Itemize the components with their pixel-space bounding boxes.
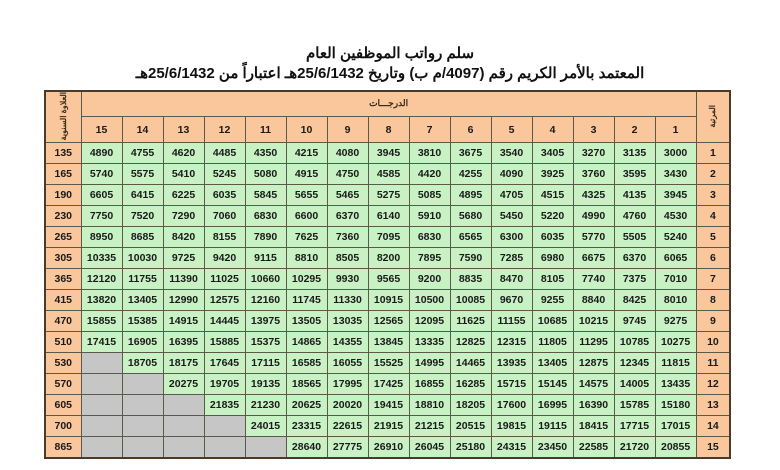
salary-cell: 10295: [286, 269, 327, 290]
salary-cell: 6565: [450, 227, 491, 248]
salary-cell: 6065: [655, 248, 696, 269]
salary-cell: 11330: [327, 290, 368, 311]
salary-cell: 14915: [163, 311, 204, 332]
salary-cell: 5465: [327, 185, 368, 206]
annual-increment-cell: 510: [45, 332, 81, 353]
salary-cell: 23450: [532, 437, 573, 459]
empty-salary-cell: [163, 395, 204, 416]
salary-cell: 3595: [614, 164, 655, 185]
grade-column-header: 13: [163, 116, 204, 143]
salary-cell: 5910: [409, 206, 450, 227]
rank-cell: 12: [696, 374, 730, 395]
salary-cell: 16905: [122, 332, 163, 353]
salary-cell: 3270: [573, 143, 614, 164]
salary-cell: 8470: [491, 269, 532, 290]
salary-cell: 7625: [286, 227, 327, 248]
salary-cell: 13335: [409, 332, 450, 353]
salary-cell: 4350: [245, 143, 286, 164]
annual-increment-cell: 530: [45, 353, 81, 374]
salary-cell: 5680: [450, 206, 491, 227]
salary-cell: 26910: [368, 437, 409, 459]
increment-header-label: العلاوة السنوية: [58, 92, 68, 141]
salary-cell: 16855: [409, 374, 450, 395]
grade-column-header: 12: [204, 116, 245, 143]
annual-increment-cell: 415: [45, 290, 81, 311]
salary-cell: 4760: [614, 206, 655, 227]
table-row: [45, 206, 730, 227]
salary-cell: 15785: [614, 395, 655, 416]
salary-cell: 15385: [122, 311, 163, 332]
salary-cell: 9200: [409, 269, 450, 290]
salary-cell: 20625: [286, 395, 327, 416]
salary-cell: 8155: [204, 227, 245, 248]
salary-cell: 6605: [81, 185, 122, 206]
salary-cell: 13505: [286, 311, 327, 332]
rank-cell: 2: [696, 164, 730, 185]
salary-cell: 4585: [368, 164, 409, 185]
rank-cell: 5: [696, 227, 730, 248]
salary-cell: 3405: [532, 143, 573, 164]
empty-salary-cell: [245, 437, 286, 459]
salary-cell: 16390: [573, 395, 614, 416]
salary-cell: 4485: [204, 143, 245, 164]
salary-cell: 14005: [614, 374, 655, 395]
salary-cell: 8835: [450, 269, 491, 290]
salary-cell: 6140: [368, 206, 409, 227]
empty-salary-cell: [122, 374, 163, 395]
salary-cell: 12565: [368, 311, 409, 332]
salary-cell: 7360: [327, 227, 368, 248]
salary-cell: 11025: [204, 269, 245, 290]
salary-cell: 12875: [573, 353, 614, 374]
salary-cell: 4530: [655, 206, 696, 227]
salary-cell: 17645: [204, 353, 245, 374]
grade-column-header: 6: [450, 116, 491, 143]
rank-cell: 14: [696, 416, 730, 437]
empty-salary-cell: [163, 416, 204, 437]
salary-cell: 21215: [409, 416, 450, 437]
table-row: [45, 311, 730, 332]
salary-cell: 4750: [327, 164, 368, 185]
salary-cell: 5245: [204, 164, 245, 185]
salary-cell: 17415: [81, 332, 122, 353]
salary-cell: 14465: [450, 353, 491, 374]
salary-cell: 8950: [81, 227, 122, 248]
empty-salary-cell: [122, 395, 163, 416]
salary-cell: 15885: [204, 332, 245, 353]
salary-cell: 9930: [327, 269, 368, 290]
salary-cell: 7290: [163, 206, 204, 227]
annual-increment-cell: 570: [45, 374, 81, 395]
annual-increment-cell: 135: [45, 143, 81, 164]
rank-cell: 15: [696, 437, 730, 459]
salary-cell: 12575: [204, 290, 245, 311]
salary-cell: 3000: [655, 143, 696, 164]
salary-cell: 25180: [450, 437, 491, 459]
salary-cell: 17995: [327, 374, 368, 395]
salary-cell: 9275: [655, 311, 696, 332]
salary-table: [44, 90, 731, 459]
grade-column-header: 4: [532, 116, 573, 143]
salary-cell: 7375: [614, 269, 655, 290]
salary-cell: 13820: [81, 290, 122, 311]
salary-cell: 19815: [491, 416, 532, 437]
salary-cell: 13935: [491, 353, 532, 374]
salary-cell: 18205: [450, 395, 491, 416]
rank-cell: 11: [696, 353, 730, 374]
salary-cell: 9420: [204, 248, 245, 269]
salary-cell: 5450: [491, 206, 532, 227]
salary-cell: 19135: [245, 374, 286, 395]
salary-cell: 10785: [614, 332, 655, 353]
salary-cell: 8010: [655, 290, 696, 311]
salary-cell: 4325: [573, 185, 614, 206]
salary-cell: 6225: [163, 185, 204, 206]
salary-cell: 10915: [368, 290, 409, 311]
salary-cell: 16285: [450, 374, 491, 395]
rank-cell: 4: [696, 206, 730, 227]
rank-cell: 8: [696, 290, 730, 311]
rank-header-label: المرتبة: [708, 104, 718, 128]
salary-cell: 7740: [573, 269, 614, 290]
salary-cell: 3135: [614, 143, 655, 164]
salary-cell: 19415: [368, 395, 409, 416]
salary-table-body: [45, 143, 730, 459]
salary-cell: 11155: [491, 311, 532, 332]
salary-cell: 10275: [655, 332, 696, 353]
salary-cell: 6300: [491, 227, 532, 248]
salary-cell: 7285: [491, 248, 532, 269]
salary-cell: 3945: [655, 185, 696, 206]
salary-cell: 5080: [245, 164, 286, 185]
salary-cell: 9115: [245, 248, 286, 269]
rank-cell: 6: [696, 248, 730, 269]
salary-cell: 4255: [450, 164, 491, 185]
empty-salary-cell: [81, 395, 122, 416]
salary-cell: 13435: [655, 374, 696, 395]
salary-cell: 6600: [286, 206, 327, 227]
salary-cell: 8420: [163, 227, 204, 248]
salary-cell: 8810: [286, 248, 327, 269]
salary-cell: 12120: [81, 269, 122, 290]
salary-cell: 3945: [368, 143, 409, 164]
table-row: [45, 290, 730, 311]
salary-cell: 10685: [532, 311, 573, 332]
salary-cell: 3430: [655, 164, 696, 185]
salary-cell: 7750: [81, 206, 122, 227]
annual-increment-cell: 605: [45, 395, 81, 416]
grade-column-header: 9: [327, 116, 368, 143]
salary-cell: 11625: [450, 311, 491, 332]
salary-cell: 4705: [491, 185, 532, 206]
grade-column-header: 15: [81, 116, 122, 143]
salary-cell: 13035: [327, 311, 368, 332]
salary-cell: 5770: [573, 227, 614, 248]
table-row: [45, 416, 730, 437]
empty-salary-cell: [204, 437, 245, 459]
salary-cell: 3540: [491, 143, 532, 164]
salary-cell: 9565: [368, 269, 409, 290]
salary-cell: 8685: [122, 227, 163, 248]
salary-cell: 8425: [614, 290, 655, 311]
salary-cell: 22585: [573, 437, 614, 459]
empty-salary-cell: [163, 437, 204, 459]
salary-cell: 5240: [655, 227, 696, 248]
salary-cell: 28640: [286, 437, 327, 459]
salary-cell: 18415: [573, 416, 614, 437]
salary-cell: 17015: [655, 416, 696, 437]
annual-increment-cell: 305: [45, 248, 81, 269]
salary-cell: 4890: [81, 143, 122, 164]
salary-cell: 20020: [327, 395, 368, 416]
salary-cell: 4420: [409, 164, 450, 185]
table-row: [45, 269, 730, 290]
table-row: [45, 437, 730, 459]
salary-cell: 8840: [573, 290, 614, 311]
table-row: [45, 248, 730, 269]
salary-cell: 5575: [122, 164, 163, 185]
salary-cell: 19115: [532, 416, 573, 437]
grade-column-header: 8: [368, 116, 409, 143]
grade-column-header: 5: [491, 116, 532, 143]
salary-cell: 14995: [409, 353, 450, 374]
salary-cell: 11295: [573, 332, 614, 353]
salary-cell: 12315: [491, 332, 532, 353]
salary-cell: 4755: [122, 143, 163, 164]
grades-header: الدرجـــات: [81, 91, 696, 116]
salary-cell: 15375: [245, 332, 286, 353]
table-row: [45, 332, 730, 353]
salary-cell: 23315: [286, 416, 327, 437]
salary-cell: 4990: [573, 206, 614, 227]
annual-increment-cell: 265: [45, 227, 81, 248]
salary-cell: 10215: [573, 311, 614, 332]
salary-cell: 5275: [368, 185, 409, 206]
table-row: [45, 164, 730, 185]
salary-cell: 24015: [245, 416, 286, 437]
table-row: [45, 353, 730, 374]
salary-cell: 15180: [655, 395, 696, 416]
table-row: [45, 143, 730, 164]
salary-cell: 11745: [286, 290, 327, 311]
annual-increment-cell: 230: [45, 206, 81, 227]
salary-cell: 7590: [450, 248, 491, 269]
salary-cell: 11390: [163, 269, 204, 290]
salary-cell: 4135: [614, 185, 655, 206]
table-row: [45, 395, 730, 416]
salary-cell: 18565: [286, 374, 327, 395]
salary-cell: 10030: [122, 248, 163, 269]
salary-cell: 7095: [368, 227, 409, 248]
salary-cell: 8200: [368, 248, 409, 269]
salary-cell: 16395: [163, 332, 204, 353]
salary-cell: 12345: [614, 353, 655, 374]
annual-increment-cell: 365: [45, 269, 81, 290]
salary-cell: 9725: [163, 248, 204, 269]
rank-header: [696, 91, 730, 143]
annual-increment-cell: 865: [45, 437, 81, 459]
salary-cell: 15145: [532, 374, 573, 395]
salary-cell: 4215: [286, 143, 327, 164]
salary-cell: 16995: [532, 395, 573, 416]
salary-cell: 10335: [81, 248, 122, 269]
empty-salary-cell: [122, 437, 163, 459]
salary-cell: 20275: [163, 374, 204, 395]
salary-cell: 6035: [204, 185, 245, 206]
salary-cell: 14865: [286, 332, 327, 353]
annual-increment-cell: 190: [45, 185, 81, 206]
salary-cell: 10085: [450, 290, 491, 311]
salary-cell: 6035: [532, 227, 573, 248]
salary-cell: 7010: [655, 269, 696, 290]
salary-cell: 5740: [81, 164, 122, 185]
salary-cell: 8505: [327, 248, 368, 269]
salary-cell: 17425: [368, 374, 409, 395]
salary-cell: 18705: [122, 353, 163, 374]
rank-cell: 1: [696, 143, 730, 164]
empty-salary-cell: [81, 353, 122, 374]
increment-header: [45, 91, 81, 143]
salary-cell: 21835: [204, 395, 245, 416]
document-subtitle: المعتمد بالأمر الكريم رقم (4097/م ب) وتاريخ 25/6/1432هـ اعتباراً من 25/6/1432هـ: [135, 65, 645, 82]
grade-column-header: 3: [573, 116, 614, 143]
salary-cell: 6370: [327, 206, 368, 227]
document-title: سلم رواتب الموظفين العام: [305, 45, 475, 62]
salary-cell: 21230: [245, 395, 286, 416]
salary-cell: 6675: [573, 248, 614, 269]
salary-cell: 7895: [409, 248, 450, 269]
salary-cell: 20855: [655, 437, 696, 459]
salary-cell: 6980: [532, 248, 573, 269]
salary-cell: 9670: [491, 290, 532, 311]
salary-cell: 12095: [409, 311, 450, 332]
salary-cell: 7060: [204, 206, 245, 227]
salary-cell: 14445: [204, 311, 245, 332]
grade-column-header: 11: [245, 116, 286, 143]
salary-cell: 18175: [163, 353, 204, 374]
salary-cell: 21915: [368, 416, 409, 437]
salary-cell: 4080: [327, 143, 368, 164]
salary-cell: 14355: [327, 332, 368, 353]
rank-cell: 3: [696, 185, 730, 206]
salary-cell: 15715: [491, 374, 532, 395]
empty-salary-cell: [81, 437, 122, 459]
salary-cell: 5845: [245, 185, 286, 206]
salary-cell: 21720: [614, 437, 655, 459]
salary-cell: 12990: [163, 290, 204, 311]
salary-cell: 10660: [245, 269, 286, 290]
salary-cell: 5410: [163, 164, 204, 185]
salary-cell: 12160: [245, 290, 286, 311]
salary-cell: 3925: [532, 164, 573, 185]
empty-salary-cell: [81, 416, 122, 437]
salary-cell: 6415: [122, 185, 163, 206]
salary-cell: 11755: [122, 269, 163, 290]
table-row: [45, 185, 730, 206]
salary-cell: 11805: [532, 332, 573, 353]
salary-cell: 22615: [327, 416, 368, 437]
empty-salary-cell: [122, 416, 163, 437]
rank-cell: 7: [696, 269, 730, 290]
salary-cell: 4620: [163, 143, 204, 164]
salary-cell: 6370: [614, 248, 655, 269]
annual-increment-cell: 165: [45, 164, 81, 185]
salary-cell: 15525: [368, 353, 409, 374]
grade-column-header: 7: [409, 116, 450, 143]
salary-cell: 4090: [491, 164, 532, 185]
salary-cell: 16585: [286, 353, 327, 374]
salary-cell: 3760: [573, 164, 614, 185]
table-row: [45, 374, 730, 395]
salary-cell: 13405: [532, 353, 573, 374]
salary-cell: 3675: [450, 143, 491, 164]
salary-cell: 18810: [409, 395, 450, 416]
grade-column-header: 10: [286, 116, 327, 143]
table-row: [45, 227, 730, 248]
salary-cell: 8105: [532, 269, 573, 290]
annual-increment-cell: 470: [45, 311, 81, 332]
salary-cell: 26045: [409, 437, 450, 459]
salary-cell: 14575: [573, 374, 614, 395]
salary-cell: 11815: [655, 353, 696, 374]
salary-cell: 4895: [450, 185, 491, 206]
empty-salary-cell: [81, 374, 122, 395]
salary-cell: 5655: [286, 185, 327, 206]
salary-cell: 6830: [245, 206, 286, 227]
rank-cell: 10: [696, 332, 730, 353]
header-row-grades: [45, 116, 730, 143]
salary-cell: 13845: [368, 332, 409, 353]
salary-cell: 7890: [245, 227, 286, 248]
annual-increment-cell: 700: [45, 416, 81, 437]
salary-cell: 9255: [532, 290, 573, 311]
salary-cell: 9745: [614, 311, 655, 332]
salary-cell: 5505: [614, 227, 655, 248]
salary-cell: 17600: [491, 395, 532, 416]
salary-cell: 6830: [409, 227, 450, 248]
salary-cell: 24315: [491, 437, 532, 459]
salary-cell: 5085: [409, 185, 450, 206]
salary-cell: 5220: [532, 206, 573, 227]
salary-cell: 16055: [327, 353, 368, 374]
rank-cell: 9: [696, 311, 730, 332]
salary-cell: 17715: [614, 416, 655, 437]
salary-cell: 19705: [204, 374, 245, 395]
rank-cell: 13: [696, 395, 730, 416]
grade-column-header: 14: [122, 116, 163, 143]
salary-cell: 17115: [245, 353, 286, 374]
salary-cell: 4915: [286, 164, 327, 185]
empty-salary-cell: [204, 416, 245, 437]
salary-cell: 12825: [450, 332, 491, 353]
salary-cell: 3810: [409, 143, 450, 164]
grade-column-header: 2: [614, 116, 655, 143]
grade-column-header: 1: [655, 116, 696, 143]
salary-cell: 15855: [81, 311, 122, 332]
salary-cell: 13405: [122, 290, 163, 311]
salary-cell: 13975: [245, 311, 286, 332]
salary-cell: 20515: [450, 416, 491, 437]
header-row-group: [45, 91, 730, 116]
salary-cell: 27775: [327, 437, 368, 459]
salary-cell: 10500: [409, 290, 450, 311]
salary-cell: 4515: [532, 185, 573, 206]
salary-cell: 7520: [122, 206, 163, 227]
